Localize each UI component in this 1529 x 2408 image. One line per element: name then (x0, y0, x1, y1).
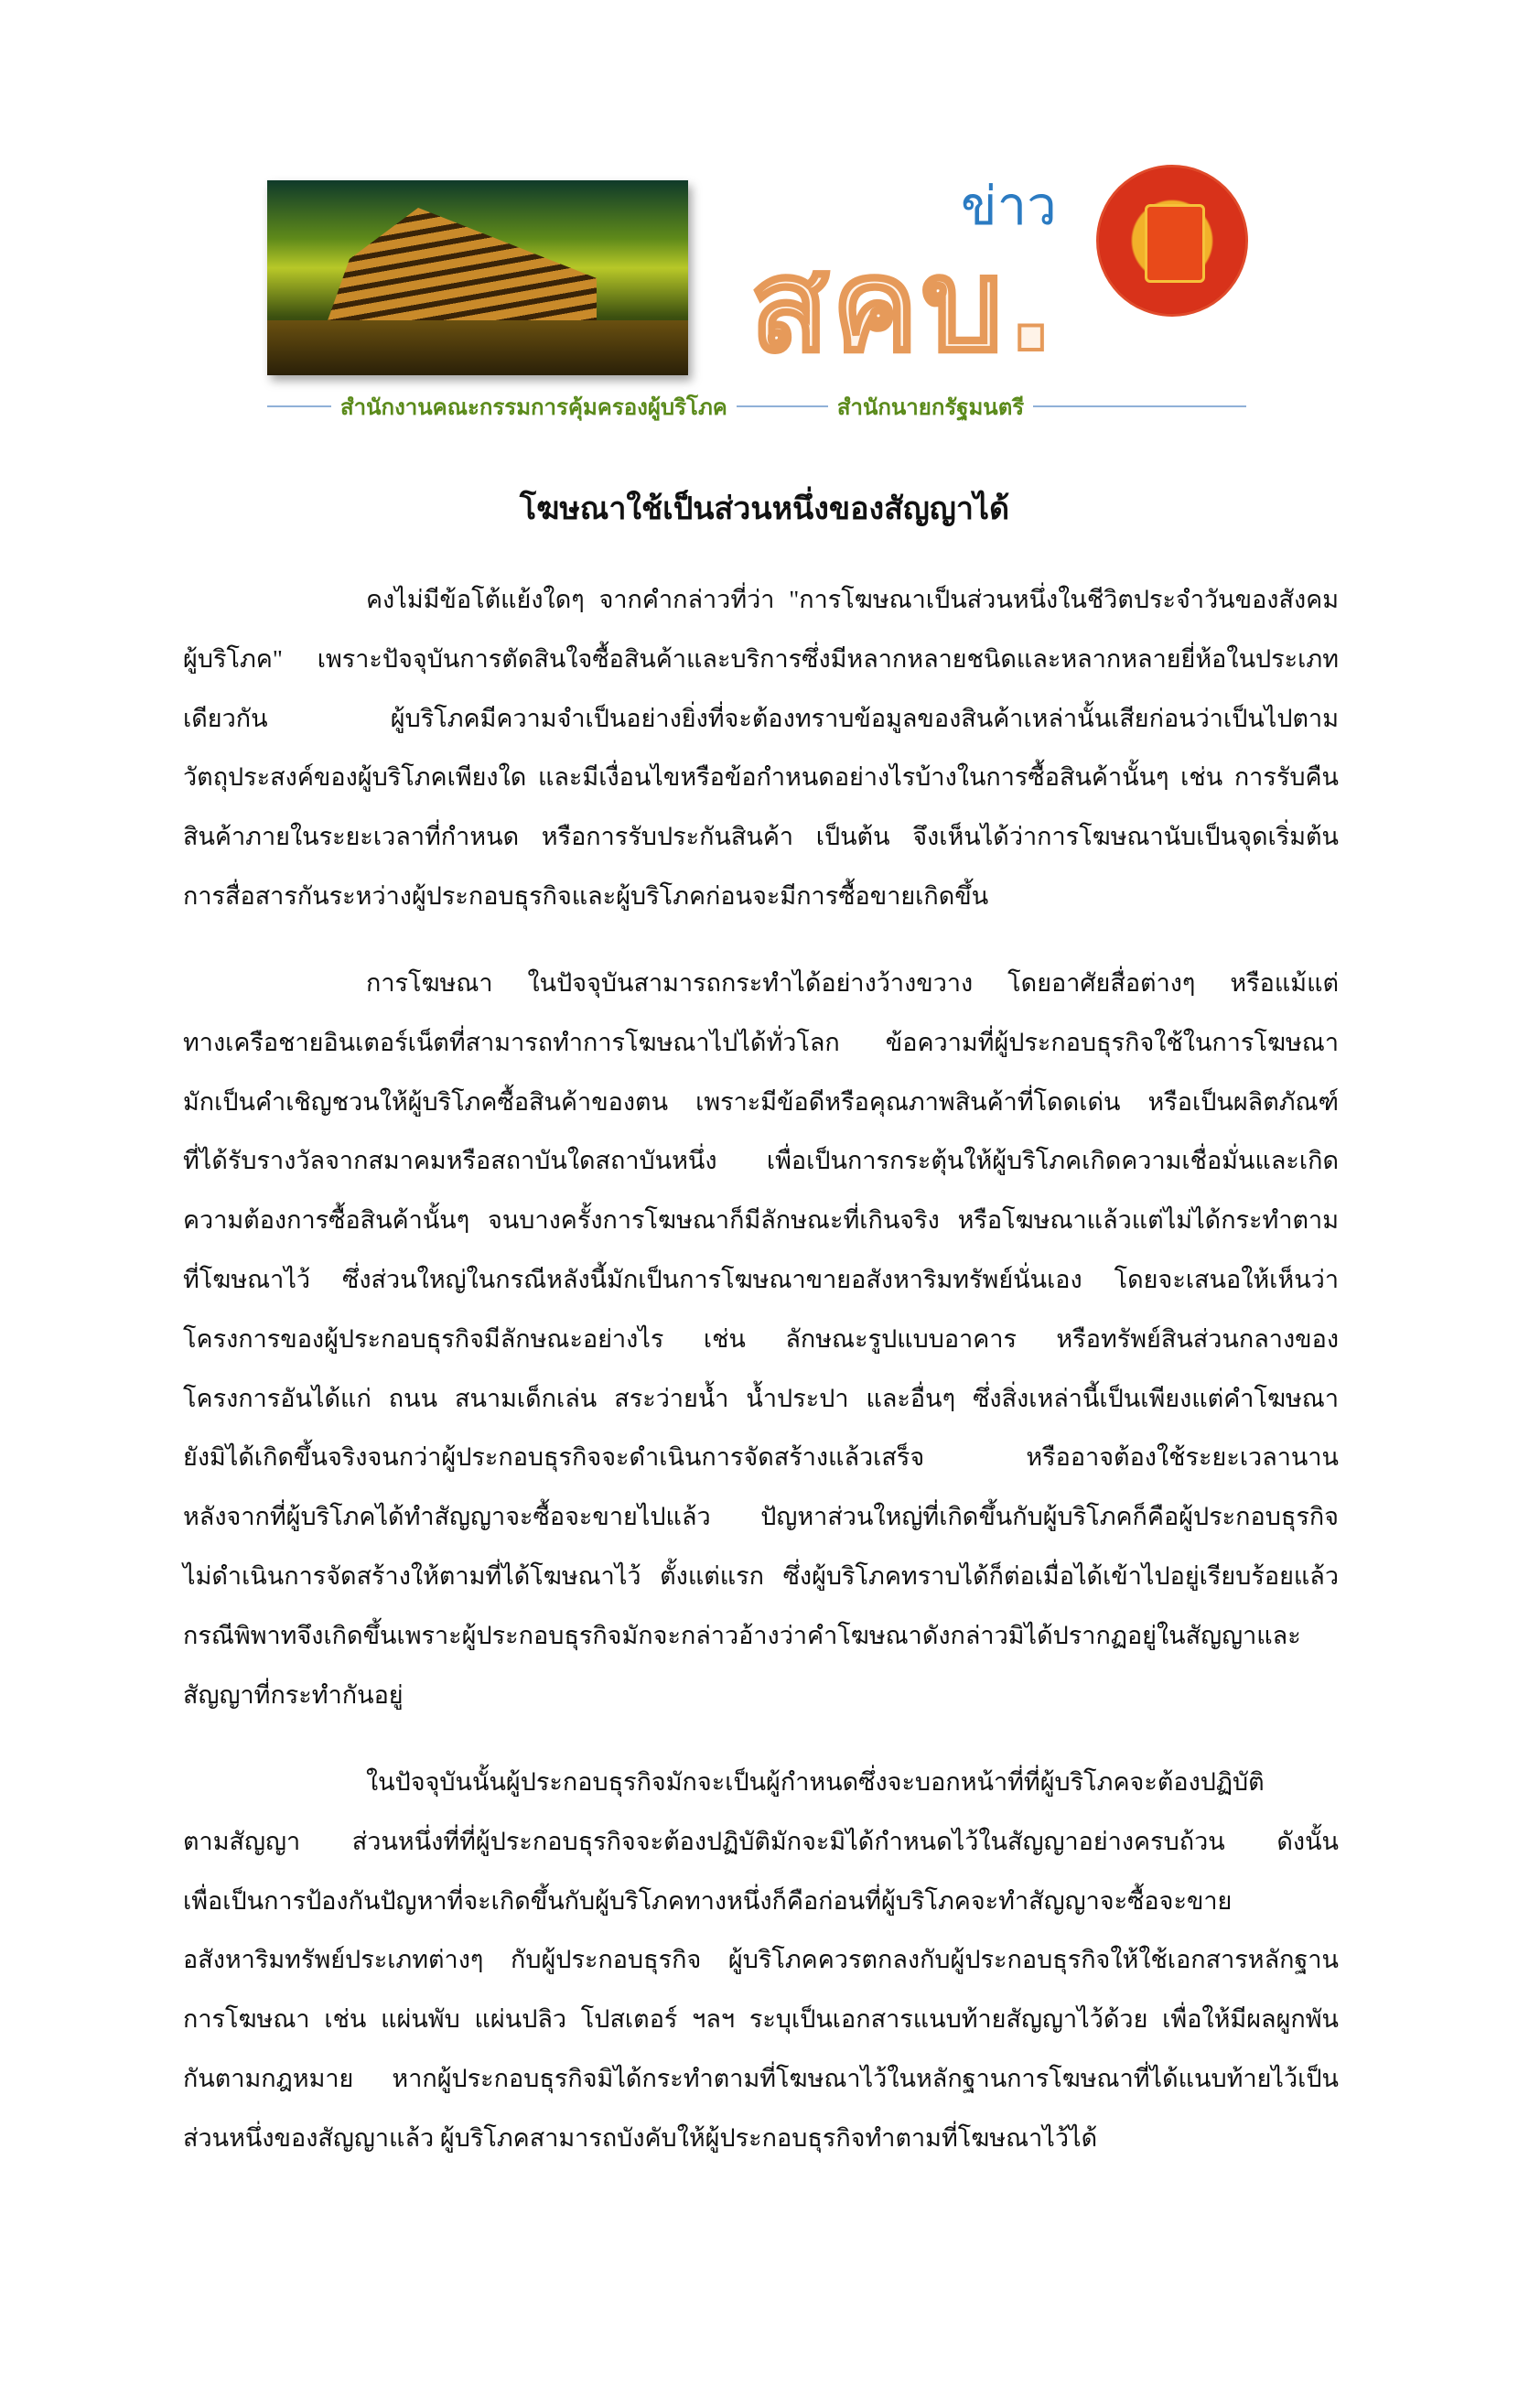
text-line: การสื่อสารกันระหว่างผู้ประกอบธุรกิจและผู้บริโภคก่อนจะมีการซื้อขายเกิดขึ้น (183, 881, 989, 910)
text-line: โครงการของผู้ประกอบธุรกิจมีลักษณะอย่างไร เช่น ลักษณะรูปแบบอาคาร หรือทรัพย์สินส่วนกลางของ (183, 1324, 1339, 1353)
text-line: การโฆษณา เช่น แผ่นพับ แผ่นปลิว โปสเตอร์ ฯลฯ ระบุเป็นเอกสารแนบท้ายสัญญาไว้ด้วย เพื่อให้มีผลผูกพัน (183, 2005, 1339, 2034)
text-line: ทางเครือชายอินเตอร์เน็ตที่สามารถทำการโฆษณาไปได้ทั่วโลก ข้อความที่ผู้ประกอบธุรกิจใช้ในการโฆษณา (183, 1028, 1339, 1056)
divider (267, 405, 331, 407)
parent-org: สำนักนายกรัฐมนตรี (836, 394, 1025, 420)
org-name: สำนักงานคณะกรรมการคุ้มครองผู้บริโภค (340, 394, 727, 420)
text-line: สินค้าภายในระยะเวลาที่กำหนด หรือการรับประกันสินค้า เป็นต้น จึงเห็นได้ว่าการโฆษณานับเป็นจุดเริ่มต้น (183, 823, 1339, 851)
divider (1033, 405, 1246, 407)
text-line: ผู้บริโภค" เพราะปัจจุบันการตัดสินใจซื้อสินค้าและบริการซึ่งมีหลากหลายชนิดและหลากหลายยี่ห้อในประเภท (183, 644, 1339, 673)
building-photo (267, 180, 688, 375)
seal-emblem (1145, 204, 1205, 283)
text-line: คงไม่มีข้อโต้แย้งใดๆ จากคำกล่าวที่ว่า "การโฆษณาเป็นส่วนหนึ่งในชีวิตประจำวันของสังคม (366, 586, 1339, 613)
org-line (267, 394, 1246, 419)
text-line: ส่วนหนึ่งของสัญญาแล้ว ผู้บริโภคสามารถบังคับให้ผู้ประกอบธุรกิจทำตามที่โฆษณาไว้ได้ (183, 2123, 1098, 2152)
water-reflection (267, 320, 688, 375)
text-line: ที่ได้รับรางวัลจากสมาคมหรือสถาบันใดสถาบันหนึ่ง เพื่อเป็นการกระตุ้นให้ผู้บริโภคเกิดความเชื่อมั่นและเกิด (183, 1147, 1339, 1175)
text-line: หลังจากที่ผู้บริโภคได้ทำสัญญาจะซื้อจะขายไปแล้ว ปัญหาส่วนใหญ่ที่เกิดขึ้นกับผู้บริโภคก็คือผู้ประกอบธุรกิจ (183, 1503, 1339, 1531)
text-line: เพื่อเป็นการป้องกันปัญหาที่จะเกิดขึ้นกับผู้บริโภคทางหนึ่งก็คือก่อนที่ผู้บริโภคจะทำสัญญาจะซื้อจะขาย (183, 1886, 1233, 1915)
paragraph-2 (183, 954, 1339, 1724)
text-line: มักเป็นคำเชิญชวนให้ผู้บริโภคซื้อสินค้าของตน เพราะมีข้อดีหรือคุณภาพสินค้าที่โดดเด่น หรือเป็นผลิตภัณฑ์ (183, 1087, 1339, 1116)
text-line: อสังหาริมทรัพย์ประเภทต่างๆ กับผู้ประกอบธุรกิจ ผู้บริโภคควรตกลงกับผู้ประกอบธุรกิจให้ใช้เอกสารหลักฐาน (183, 1946, 1339, 1974)
building-shape (322, 208, 597, 336)
text-line: ไม่ดำเนินการจัดสร้างให้ตามที่ได้โฆษณาไว้ ตั้งแต่แรก ซึ่งผู้บริโภคทราบได้ก็ต่อเมื่อได้เข้าไปอยู่เรียบร้อยแล้ว (183, 1561, 1339, 1590)
text-line: ที่โฆษณาไว้ ซึ่งส่วนใหญ่ในกรณีหลังนี้มักเป็นการโฆษณาขายอสังหาริมทรัพย์นั่นเอง โดยจะเสนอให้เห็นว่า (183, 1265, 1339, 1293)
text-line: สัญญาที่กระทำกันอยู่ (183, 1680, 404, 1709)
document-title: โฆษณาใช้เป็นส่วนหนึ่งของสัญญาได้ (519, 492, 1010, 526)
text-line: โครงการอันได้แก่ ถนน สนามเด็กเล่น สระว่ายน้ำ น้ำประปา และอื่นๆ ซึ่งสิ่งเหล่านี้เป็นเพียงแต่คำโฆษณา (183, 1384, 1339, 1412)
text-line: ตามสัญญา ส่วนหนึ่งที่ที่ผู้ประกอบธุรกิจจะต้องปฏิบัติมักจะมิได้กำหนดไว้ในสัญญาอย่างครบถ้วน ดังนั้น (183, 1827, 1339, 1855)
text-line: กันตามกฎหมาย หากผู้ประกอบธุรกิจมิได้กระทำตามที่โฆษณาไว้ในหลักฐานการโฆษณาที่ได้แนบท้ายไว้เป็น (183, 2064, 1339, 2092)
text-line: กรณีพิพาทจึงเกิดขึ้นเพราะผู้ประกอบธุรกิจมักจะกล่าวอ้างว่าคำโฆษณาดังกล่าวมิได้ปรากฏอยู่ในสัญญาและ (183, 1621, 1301, 1649)
text-line: ในปัจจุบันนั้นผู้ประกอบธุรกิจมักจะเป็นผู้กำหนดซึ่งจะบอกหน้าที่ที่ผู้บริโภคจะต้องปฏิบัติ (366, 1768, 1265, 1796)
text-line: วัตถุประสงค์ของผู้บริโภคเพียงใด และมีเงื่อนไขหรือข้อกำหนดอย่างไรบ้างในการซื้อสินค้านั้นๆ เช่น การรับคืน (183, 763, 1339, 792)
text-line: ยังมิได้เกิดขึ้นจริงจนกว่าผู้ประกอบธุรกิจจะดำเนินการจัดสร้างแล้วเสร็จ หรืออาจต้องใช้ระยะเวลานาน (183, 1443, 1339, 1472)
text-line: ความต้องการซื้อสินค้านั้นๆ จนบางครั้งการโฆษณาก็มีลักษณะที่เกินจริง หรือโฆษณาแล้วแต่ไม่ได้กระทำตาม (183, 1206, 1339, 1235)
news-label: ข่าว (961, 175, 1057, 237)
text-line: การโฆษณา ในปัจจุบันสามารถกระทำได้อย่างว้างขวาง โดยอาศัยสื่อต่างๆ หรือแม้แต่ (366, 969, 1339, 997)
logo-text: สคบ. (750, 232, 1060, 381)
divider (737, 405, 828, 407)
text-line: เดียวกัน ผู้บริโภคมีความจำเป็นอย่างยิ่งที่จะต้องทราบข้อมูลของสินค้าเหล่านั้นเสียก่อนว่าเป็นไปตาม (183, 704, 1339, 732)
ocpb-seal-icon (1096, 165, 1248, 317)
paragraph-1 (183, 570, 1339, 926)
paragraph-3 (183, 1753, 1339, 2168)
